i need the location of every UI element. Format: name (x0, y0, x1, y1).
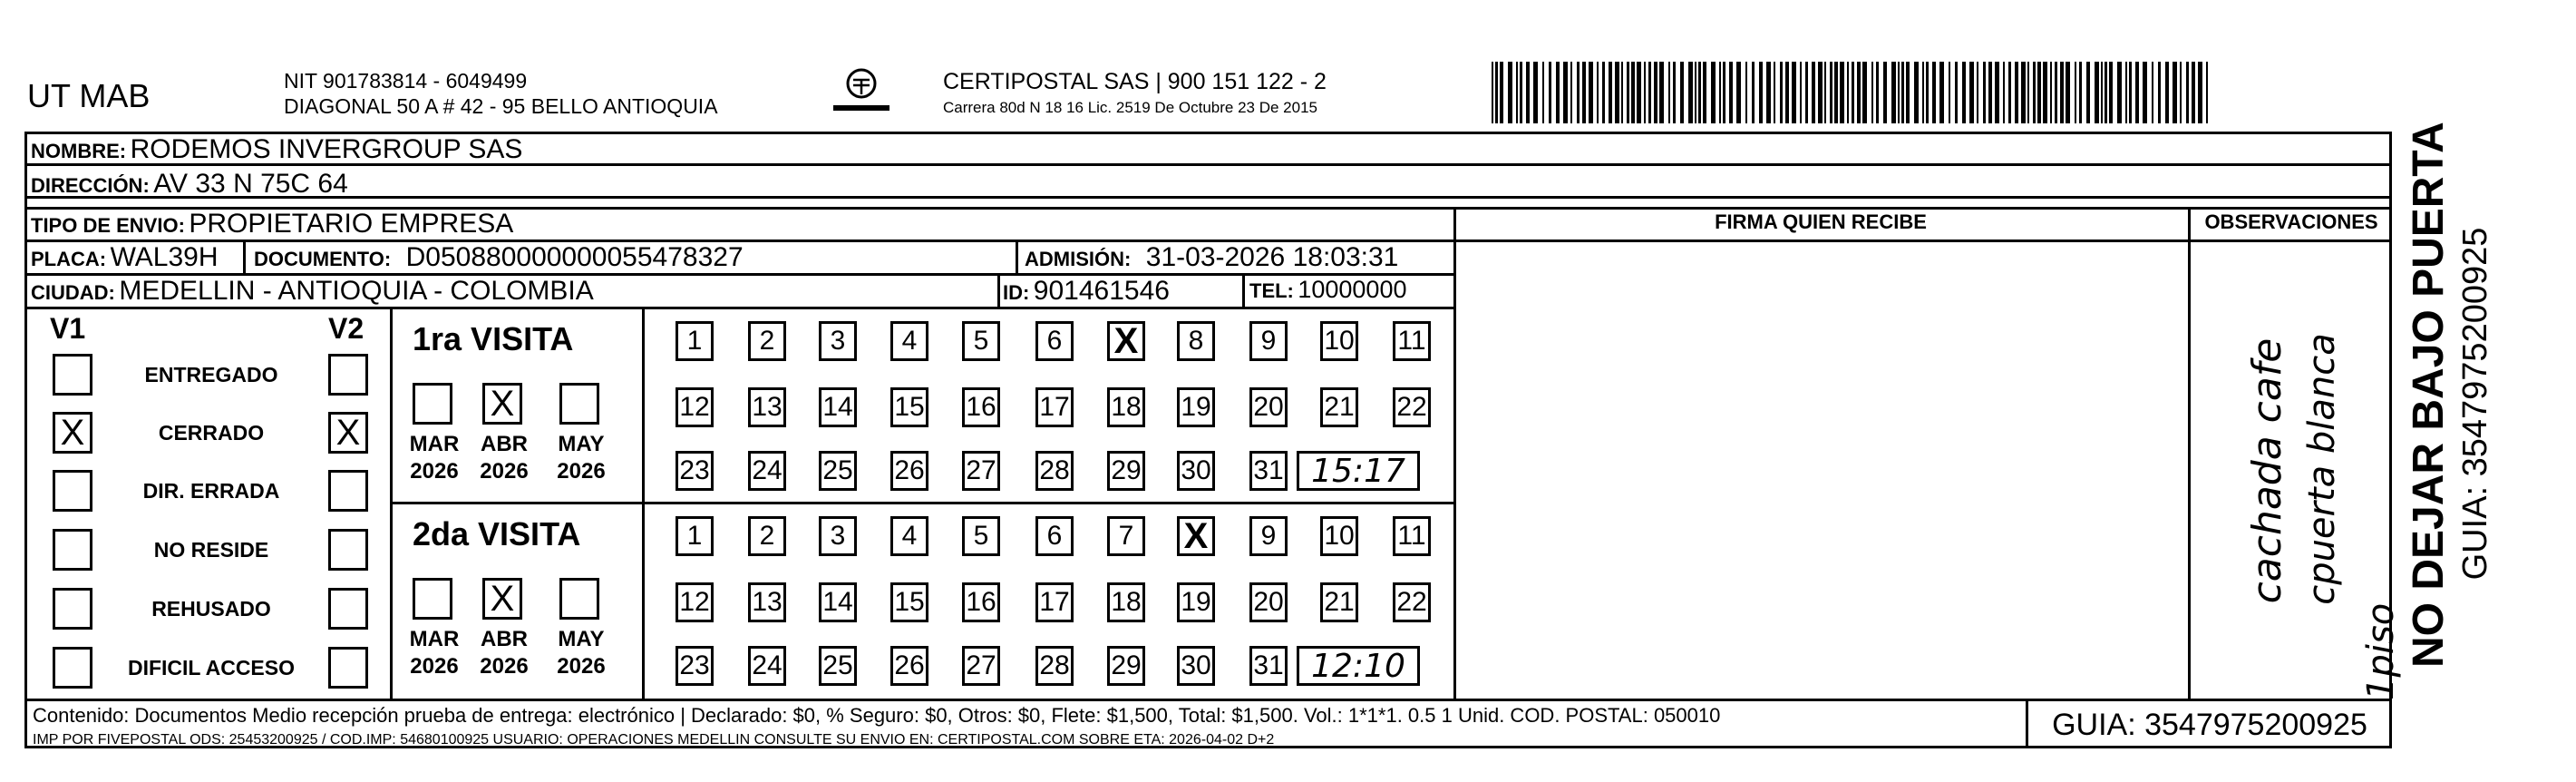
visit-title: 2da VISITA (413, 515, 581, 552)
month-checkbox[interactable] (413, 383, 452, 425)
day-box[interactable]: 15 (890, 582, 928, 622)
month-year: 2026 (480, 654, 529, 679)
status-v1-checkbox[interactable] (53, 588, 92, 630)
signature-area[interactable] (1456, 242, 2188, 699)
day-box[interactable]: 1 (676, 321, 714, 361)
ciudad-label: CIUDAD: (31, 281, 115, 304)
visit-title: 1ra VISITA (413, 320, 574, 357)
day-box[interactable]: 31 (1249, 646, 1288, 686)
month-checkbox[interactable]: X (482, 383, 522, 425)
day-box[interactable]: 9 (1249, 321, 1288, 361)
footer-guia: GUIA: 3547975200925 (2052, 708, 2367, 742)
day-box[interactable]: 30 (1177, 451, 1215, 491)
company-nit: NIT 901783814 - 6049499 (284, 69, 528, 93)
visit-time-box[interactable]: 12:10 (1297, 646, 1420, 686)
certipostal-logo (830, 65, 893, 120)
day-mark: X (1113, 320, 1139, 361)
day-box[interactable]: 12 (676, 387, 714, 427)
day-box[interactable]: 24 (748, 451, 786, 491)
day-box[interactable]: 10 (1320, 321, 1358, 361)
month-name: ABR (481, 627, 528, 651)
month-name: MAR (409, 627, 460, 651)
day-box[interactable]: 6 (1035, 321, 1074, 361)
day-box[interactable]: 29 (1107, 646, 1145, 686)
month-year: 2026 (410, 654, 459, 679)
day-box[interactable]: 27 (962, 646, 1000, 686)
day-box[interactable]: 22 (1393, 387, 1431, 427)
documento-label: DOCUMENTO: (254, 248, 392, 270)
day-box[interactable]: 14 (819, 387, 857, 427)
tel-label: TEL: (1249, 279, 1294, 302)
id-value: 901461546 (1033, 276, 1170, 306)
nombre-value: RODEMOS INVERGROUP SAS (130, 134, 523, 164)
barcode (1492, 62, 2217, 123)
day-box[interactable]: 5 (962, 516, 1000, 556)
day-box[interactable]: 25 (819, 451, 857, 491)
day-box[interactable]: 16 (962, 387, 1000, 427)
month-checkbox[interactable] (559, 383, 599, 425)
status-v2-checkbox[interactable] (328, 470, 368, 512)
month-year: 2026 (557, 459, 606, 484)
day-box[interactable]: 16 (962, 582, 1000, 622)
company-address: DIAGONAL 50 A # 42 - 95 BELLO ANTIOQUIA (284, 94, 718, 118)
day-box[interactable]: 14 (819, 582, 857, 622)
status-label: NO RESIDE (153, 538, 269, 562)
v2-header: V2 (328, 312, 365, 345)
month-name: ABR (481, 432, 528, 456)
day-box[interactable]: 6 (1035, 516, 1074, 556)
day-box[interactable]: 18 (1107, 582, 1145, 622)
status-v1-checkbox[interactable]: X (53, 412, 92, 454)
day-box[interactable]: 21 (1320, 387, 1358, 427)
status-v1-checkbox[interactable] (53, 529, 92, 571)
footer-imp: IMP POR FIVEPOSTAL ODS: 25453200925 / COD.IMP: 54680100925 USUARIO: OPERACIONES MEDELLIN CONSULTE SU ENVIO EN: CERTIPOSTAL.COM SOBRE ETA: 2026-04-02 D+2 (33, 732, 1275, 748)
month-name: MAY (558, 432, 605, 456)
firma-header: FIRMA QUIEN RECIBE (1715, 210, 1927, 233)
status-v1-checkbox[interactable] (53, 647, 92, 689)
company-name: UT MAB (27, 77, 151, 114)
placa-label: PLACA: (31, 248, 107, 270)
footer-contenido: Contenido: Documentos Medio recepción prueba de entrega: electrónico | Declarado: $0, % Seguro: $0, Otros: $0, Flete: $1,500, Total: $1,500. Vol.: 1*1*1. 0.5 1 Unid. COD. POSTAL: 050010 (33, 704, 1721, 727)
tipo-envio-label: TIPO DE ENVIO: (31, 214, 185, 237)
day-box[interactable]: 12 (676, 582, 714, 622)
day-box[interactable]: 23 (676, 646, 714, 686)
day-box[interactable] (1107, 321, 1145, 361)
month-name: MAR (409, 432, 460, 456)
day-box[interactable]: 10 (1320, 516, 1358, 556)
day-box[interactable]: 26 (890, 451, 928, 491)
nombre-label: NOMBRE: (31, 140, 127, 162)
status-v1-checkbox[interactable] (53, 470, 92, 512)
status-v2-checkbox[interactable] (328, 354, 368, 396)
direccion-label: DIRECCIÓN: (31, 174, 150, 197)
id-label: ID: (1003, 281, 1030, 304)
month-name: MAY (558, 627, 605, 651)
day-box[interactable]: 22 (1393, 582, 1431, 622)
side-warning: NO DEJAR BAJO PUERTA (2405, 122, 2453, 668)
visit-time-box[interactable]: 15:17 (1297, 451, 1420, 491)
day-box[interactable]: 3 (819, 321, 857, 361)
status-label: DIR. ERRADA (142, 479, 280, 503)
day-box[interactable]: 27 (962, 451, 1000, 491)
day-box[interactable]: 2 (748, 321, 786, 361)
day-mark: X (1183, 515, 1209, 556)
placa-value: WAL39H (110, 242, 219, 272)
side-guia: GUIA: 3547975200925 (2456, 227, 2494, 581)
day-box[interactable]: 4 (890, 516, 928, 556)
side-panel (2399, 122, 2499, 671)
month-year: 2026 (410, 459, 459, 484)
day-box[interactable]: 4 (890, 321, 928, 361)
day-box[interactable]: 2 (748, 516, 786, 556)
day-box[interactable]: 21 (1320, 582, 1358, 622)
status-v2-checkbox[interactable]: X (328, 412, 368, 454)
day-box[interactable]: 17 (1035, 582, 1074, 622)
day-box[interactable]: 23 (676, 451, 714, 491)
day-box[interactable]: 1 (676, 516, 714, 556)
month-checkbox[interactable]: X (482, 578, 522, 620)
day-box[interactable]: 13 (748, 387, 786, 427)
day-box[interactable]: 5 (962, 321, 1000, 361)
day-box[interactable]: 7 (1107, 516, 1145, 556)
ciudad-value: MEDELLIN - ANTIOQUIA - COLOMBIA (119, 276, 594, 306)
day-box[interactable]: 8 (1177, 321, 1215, 361)
day-box[interactable]: 3 (819, 516, 857, 556)
day-box[interactable]: 17 (1035, 387, 1074, 427)
status-v2-checkbox[interactable] (328, 529, 368, 571)
month-checkbox[interactable] (413, 578, 452, 620)
tel-value: 10000000 (1298, 276, 1407, 303)
day-box[interactable]: 9 (1249, 516, 1288, 556)
status-v1-checkbox[interactable] (53, 354, 92, 396)
tipo-envio-value: PROPIETARIO EMPRESA (189, 209, 514, 239)
day-box[interactable]: 19 (1177, 387, 1215, 427)
documento-value: D050880000000055478327 (405, 242, 744, 272)
day-box[interactable]: 31 (1249, 451, 1288, 491)
day-box[interactable]: 20 (1249, 582, 1288, 622)
day-box[interactable]: 18 (1107, 387, 1145, 427)
status-label: DIFICIL ACCESO (127, 656, 295, 679)
day-box[interactable]: 11 (1393, 516, 1431, 556)
carrier-license: Carrera 80d N 18 16 Lic. 2519 De Octubre 23 De 2015 (943, 99, 1317, 116)
day-box[interactable]: 20 (1249, 387, 1288, 427)
direccion-value: AV 33 N 75C 64 (153, 169, 348, 199)
status-v2-checkbox[interactable] (328, 588, 368, 630)
observaciones-header: OBSERVACIONES (2204, 210, 2378, 233)
month-checkbox[interactable] (559, 578, 599, 620)
status-label: ENTREGADO (144, 363, 278, 386)
day-box[interactable]: 19 (1177, 582, 1215, 622)
day-box[interactable]: 30 (1177, 646, 1215, 686)
v1-header: V1 (50, 312, 86, 345)
status-label: REHUSADO (151, 597, 271, 621)
day-box[interactable]: 24 (748, 646, 786, 686)
observaciones-handwriting: cachada cafe cpuerta blanca 1piso (2244, 333, 2402, 700)
day-box[interactable]: 11 (1393, 321, 1431, 361)
month-year: 2026 (480, 459, 529, 484)
admision-value: 31-03-2026 18:03:31 (1145, 242, 1399, 272)
day-box[interactable]: 26 (890, 646, 928, 686)
carrier-name: CERTIPOSTAL SAS | 900 151 122 - 2 (943, 69, 1327, 94)
day-box[interactable]: 29 (1107, 451, 1145, 491)
day-box[interactable]: 13 (748, 582, 786, 622)
status-v2-checkbox[interactable] (328, 647, 368, 689)
day-box[interactable]: 15 (890, 387, 928, 427)
day-box[interactable]: 28 (1035, 451, 1074, 491)
month-year: 2026 (557, 654, 606, 679)
day-box[interactable]: 25 (819, 646, 857, 686)
day-box[interactable]: 28 (1035, 646, 1074, 686)
admision-label: ADMISIÓN: (1025, 248, 1132, 270)
day-box[interactable] (1177, 516, 1215, 556)
status-label: CERRADO (158, 421, 265, 445)
